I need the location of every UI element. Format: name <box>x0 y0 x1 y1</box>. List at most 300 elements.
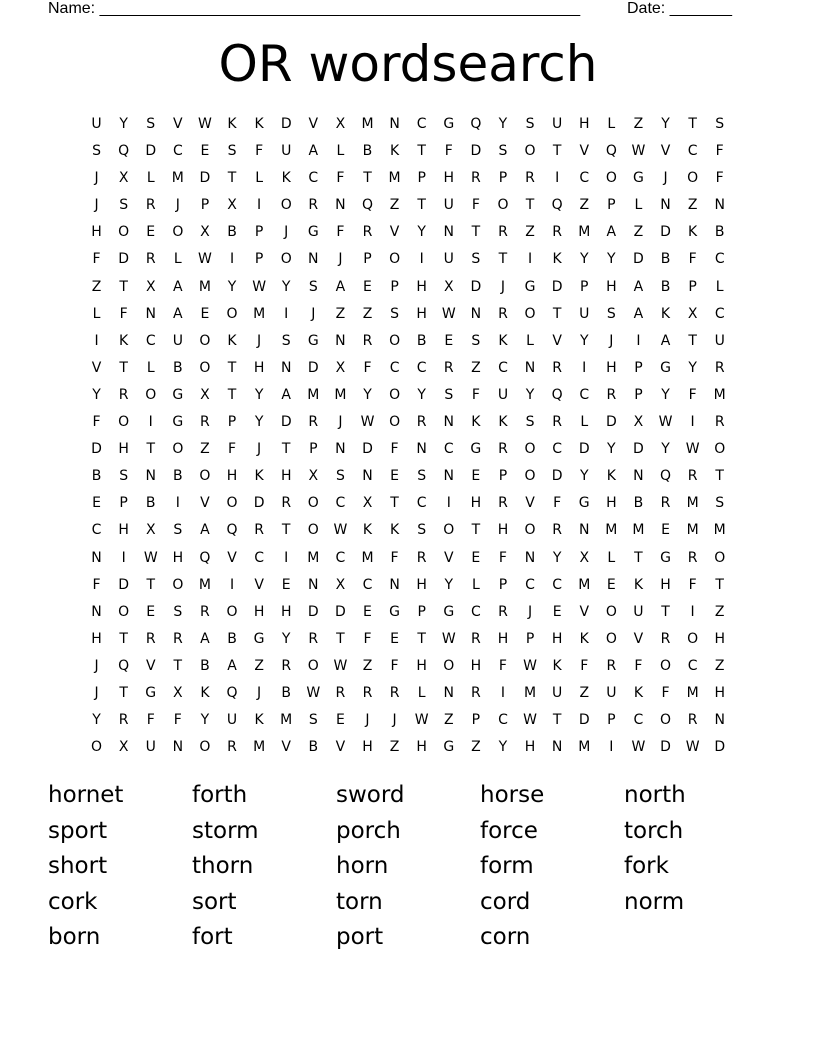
grid-letter: I <box>284 549 289 566</box>
grid-letter: Y <box>417 224 426 241</box>
grid-letter: D <box>660 739 671 756</box>
grid-letter: B <box>173 359 183 376</box>
grid-letter: F <box>390 657 399 674</box>
grid-letter: F <box>498 657 507 674</box>
grid-row <box>83 626 733 653</box>
grid-letter: W <box>523 657 537 674</box>
grid-letter: G <box>632 170 644 187</box>
grid-letter: R <box>552 414 562 431</box>
grid-letter: C <box>579 386 590 403</box>
grid-letter: R <box>498 603 508 620</box>
grid-letter: T <box>715 468 724 485</box>
grid-letter: W <box>441 630 456 647</box>
grid-letter: Y <box>417 386 426 403</box>
grid-letter: O <box>389 332 401 349</box>
grid-letter: Y <box>444 576 454 593</box>
grid-letter: I <box>94 332 99 349</box>
grid-letter: G <box>660 549 671 566</box>
grid-letter: Y <box>119 116 128 132</box>
grid-letter: Z <box>633 224 644 241</box>
grid-letter: F <box>471 386 480 403</box>
word-list-item: torn <box>336 888 383 915</box>
grid-letter: K <box>633 576 644 593</box>
header-fields <box>48 0 768 20</box>
grid-letter: R <box>470 170 481 187</box>
grid-letter: O <box>660 657 672 674</box>
grid-letter: Y <box>92 386 101 403</box>
grid-letter: T <box>417 197 426 214</box>
grid-letter: K <box>498 414 508 431</box>
grid-letter: C <box>145 332 156 349</box>
grid-letter: Y <box>661 441 670 458</box>
grid-letter: W <box>658 414 673 431</box>
grid-letter: T <box>281 441 291 458</box>
grid-letter: Y <box>254 386 264 403</box>
grid-letter: H <box>470 495 482 512</box>
grid-letter: H <box>416 278 427 295</box>
grid-letter: W <box>523 712 537 729</box>
grid-letter: N <box>145 468 156 485</box>
grid-letter: K <box>471 414 481 431</box>
grid-letter: Y <box>579 468 589 485</box>
grid-letter: P <box>254 224 264 241</box>
grid-letter: C <box>416 116 427 132</box>
grid-letter: A <box>281 386 291 403</box>
grid-letter: Z <box>91 278 102 295</box>
grid-letter: O <box>714 441 726 458</box>
grid-letter: P <box>200 197 210 214</box>
grid-letter: Q <box>660 468 672 485</box>
grid-letter: J <box>609 332 614 349</box>
grid-letter: O <box>280 251 292 268</box>
grid-letter: O <box>687 630 699 647</box>
grid-letter: O <box>199 739 211 756</box>
grid-letter: O <box>307 657 319 674</box>
grid-letter: D <box>551 278 563 295</box>
grid-letter: C <box>525 576 535 593</box>
grid-letter: F <box>92 576 101 593</box>
grid-letter: H <box>470 657 482 674</box>
grid-letter: C <box>172 143 183 160</box>
grid-letter: K <box>552 657 562 674</box>
grid-letter: K <box>281 170 291 187</box>
grid-letter: Z <box>362 657 373 674</box>
grid-letter: S <box>227 143 237 160</box>
grid-letter: Y <box>607 251 616 268</box>
word-list-item: port <box>336 924 384 951</box>
grid-letter: R <box>335 684 346 701</box>
grid-letter: M <box>361 549 374 566</box>
grid-letter: X <box>200 224 210 241</box>
grid-letter: Y <box>254 414 264 431</box>
grid-letter: Z <box>362 305 373 322</box>
grid-letter: E <box>281 576 291 593</box>
grid-letter: R <box>660 630 671 647</box>
grid-letter: N <box>443 684 454 701</box>
grid-letter: N <box>633 468 644 485</box>
grid-letter: H <box>606 495 617 512</box>
grid-letter: N <box>335 332 346 349</box>
grid-letter: F <box>580 657 589 674</box>
grid-letter: D <box>633 441 644 458</box>
grid-letter: N <box>443 468 454 485</box>
grid-letter: Z <box>633 116 644 132</box>
grid-letter: B <box>660 278 671 295</box>
grid-letter: O <box>307 522 319 539</box>
grid-letter: T <box>227 170 237 187</box>
grid-letter: W <box>685 739 700 756</box>
grid-letter: H <box>578 116 590 132</box>
grid-letter: V <box>579 143 590 160</box>
grid-letter: G <box>443 739 455 756</box>
grid-letter: W <box>306 684 321 701</box>
grid-letter: B <box>145 495 156 512</box>
grid-letter: M <box>686 495 699 512</box>
grid-letter: F <box>688 386 697 403</box>
grid-row <box>83 246 733 273</box>
grid-letter: C <box>687 143 698 160</box>
grid-letter: R <box>660 495 671 512</box>
grid-letter: K <box>254 116 264 132</box>
grid-letter: R <box>227 739 237 756</box>
grid-letter: H <box>118 441 129 458</box>
grid-row <box>83 490 733 517</box>
grid-letter: R <box>200 603 210 620</box>
grid-letter: B <box>91 468 102 485</box>
grid-letter: P <box>498 576 508 593</box>
grid-letter: Y <box>661 386 670 403</box>
word-column <box>480 778 624 956</box>
grid-letter: W <box>198 251 212 268</box>
grid-letter: T <box>119 359 128 376</box>
grid-letter: D <box>335 603 346 620</box>
grid-letter: W <box>252 278 267 295</box>
grid-letter: D <box>714 739 726 756</box>
grid-letter: I <box>284 305 289 322</box>
grid-letter: P <box>607 197 616 214</box>
grid-letter: B <box>200 657 210 674</box>
grid-letter: O <box>172 441 184 458</box>
grid-letter: N <box>280 359 292 376</box>
grid-letter: F <box>688 251 697 268</box>
grid-letter: R <box>416 549 427 566</box>
grid-row <box>83 734 733 761</box>
grid-letter: N <box>578 522 590 539</box>
grid-letter: R <box>714 414 725 431</box>
grid-letter: O <box>687 170 699 187</box>
grid-letter: X <box>362 495 373 512</box>
word-column <box>336 778 480 956</box>
grid-letter: K <box>552 251 562 268</box>
grid-letter: I <box>229 251 235 268</box>
grid-letter: A <box>633 278 644 295</box>
grid-letter: S <box>525 116 535 132</box>
grid-letter: C <box>335 549 346 566</box>
grid-letter: A <box>200 630 210 647</box>
grid-letter: Q <box>118 657 130 674</box>
grid-letter: S <box>308 278 318 295</box>
grid-letter: J <box>338 414 343 431</box>
word-column <box>624 778 768 956</box>
word-list-item: sword <box>336 782 405 808</box>
grid-letter: F <box>363 359 372 376</box>
grid-letter: I <box>555 170 560 187</box>
grid-letter: R <box>606 386 617 403</box>
grid-letter: I <box>121 549 126 566</box>
grid-letter: M <box>524 684 537 701</box>
grid-letter: M <box>307 386 320 403</box>
grid-row <box>83 707 733 734</box>
grid-letter: K <box>579 630 589 647</box>
grid-letter: T <box>525 197 535 214</box>
grid-letter: G <box>389 603 400 620</box>
grid-letter: H <box>118 522 129 539</box>
grid-letter: D <box>280 414 292 431</box>
grid-letter: N <box>308 251 319 268</box>
grid-letter: P <box>498 170 508 187</box>
grid-letter: H <box>660 576 671 593</box>
grid-letter: W <box>441 305 456 322</box>
grid-letter: J <box>500 278 506 295</box>
grid-letter: T <box>119 278 128 295</box>
grid-letter: R <box>145 630 156 647</box>
grid-letter: O <box>714 549 726 566</box>
grid-letter: I <box>636 332 641 349</box>
grid-letter: S <box>173 522 183 539</box>
grid-letter: H <box>606 278 617 295</box>
grid-letter: F <box>390 441 399 458</box>
grid-letter: W <box>198 116 212 132</box>
grid-letter: K <box>606 468 616 485</box>
grid-row <box>83 680 733 707</box>
grid-letter: X <box>308 468 319 485</box>
grid-letter: L <box>634 197 643 214</box>
grid-letter: C <box>389 359 400 376</box>
grid-letter: Q <box>605 143 617 160</box>
grid-letter: L <box>607 116 616 132</box>
grid-letter: P <box>227 414 237 431</box>
grid-letter: B <box>362 143 373 160</box>
grid-letter: K <box>498 332 508 349</box>
grid-letter: U <box>172 332 183 349</box>
grid-letter: O <box>389 414 401 431</box>
grid-letter: O <box>280 197 292 214</box>
grid-letter: Z <box>389 739 400 756</box>
grid-letter: K <box>254 712 264 729</box>
grid-letter: T <box>417 143 426 160</box>
word-list-item: horse <box>480 782 545 808</box>
grid-letter: C <box>714 251 725 268</box>
grid-letter: U <box>579 305 590 322</box>
name-field-label: Name: ______________________________________________________ <box>48 0 581 17</box>
grid-letter: V <box>525 495 535 512</box>
grid-row <box>83 409 733 436</box>
grid-letter: N <box>470 305 482 322</box>
grid-letter: T <box>688 332 697 349</box>
grid-letter: O <box>389 251 401 268</box>
grid-letter: G <box>172 386 184 403</box>
word-list-item: short <box>48 853 108 880</box>
grid-letter: M <box>198 576 211 593</box>
grid-letter: V <box>579 603 590 620</box>
grid-letter: R <box>443 359 454 376</box>
grid-letter: D <box>253 495 265 512</box>
grid-letter: X <box>335 576 346 593</box>
grid-letter: N <box>145 305 156 322</box>
grid-letter: N <box>714 712 725 729</box>
grid-letter: O <box>524 522 536 539</box>
grid-letter: D <box>362 441 373 458</box>
grid-letter: U <box>633 603 644 620</box>
grid-letter: F <box>471 197 480 214</box>
grid-letter: E <box>552 603 562 620</box>
grid-letter: V <box>308 116 319 132</box>
grid-letter: C <box>633 712 644 729</box>
word-list-item: thorn <box>192 853 254 880</box>
grid-letter: R <box>145 197 156 214</box>
grid-letter: P <box>363 251 372 268</box>
grid-letter: L <box>580 414 589 431</box>
grid-letter: A <box>335 278 346 295</box>
grid-letter: J <box>257 332 262 349</box>
grid-letter: T <box>471 522 481 539</box>
grid-letter: D <box>605 414 617 431</box>
grid-letter: R <box>525 170 535 187</box>
grid-letter: H <box>91 630 102 647</box>
grid-letter: V <box>633 630 644 647</box>
grid-letter: G <box>660 359 671 376</box>
grid-letter: P <box>634 359 643 376</box>
grid-letter: M <box>307 549 320 566</box>
grid-letter: F <box>498 549 507 566</box>
grid-letter: Z <box>443 712 454 729</box>
grid-letter: V <box>91 359 102 376</box>
grid-letter: L <box>336 143 345 160</box>
grid-letter: G <box>307 332 319 349</box>
grid-letter: T <box>119 630 128 647</box>
grid-letter: M <box>198 278 211 295</box>
grid-letter: Q <box>226 684 238 701</box>
grid-letter: R <box>362 332 373 349</box>
grid-letter: V <box>552 332 562 349</box>
grid-letter: H <box>551 630 563 647</box>
grid-letter: O <box>443 522 455 539</box>
grid-letter: Y <box>498 739 508 756</box>
grid-letter: X <box>687 305 698 322</box>
grid-letter: Y <box>200 712 210 729</box>
grid-letter: W <box>360 414 375 431</box>
grid-letter: R <box>552 359 562 376</box>
grid-letter: F <box>715 170 724 187</box>
grid-letter: M <box>713 386 726 403</box>
grid-letter: U <box>606 684 617 701</box>
grid-letter: D <box>307 359 319 376</box>
grid-row <box>83 382 733 409</box>
grid-letter: Z <box>471 739 481 756</box>
grid-letter: C <box>416 495 427 512</box>
grid-letter: E <box>363 278 372 295</box>
grid-letter: O <box>199 332 211 349</box>
grid-letter: Y <box>579 332 589 349</box>
grid-letter: R <box>118 712 129 729</box>
grid-letter: N <box>389 576 400 593</box>
grid-letter: J <box>94 684 99 701</box>
grid-letter: O <box>226 603 238 620</box>
grid-letter: C <box>552 576 563 593</box>
grid-letter: H <box>443 170 455 187</box>
grid-letter: E <box>661 522 670 539</box>
grid-letter: P <box>607 712 616 729</box>
word-list-item: norm <box>624 888 685 915</box>
grid-letter: A <box>173 305 183 322</box>
word-list-item: torch <box>624 817 684 844</box>
grid-letter: P <box>119 495 128 512</box>
grid-letter: J <box>257 441 262 458</box>
grid-row <box>83 274 733 301</box>
word-list-item: hornet <box>48 782 124 808</box>
grid-letter: T <box>471 224 481 241</box>
grid-letter: Y <box>363 386 372 403</box>
grid-letter: E <box>146 224 156 241</box>
grid-letter: M <box>171 170 184 187</box>
grid-letter: M <box>713 522 726 539</box>
grid-letter: D <box>307 603 319 620</box>
grid-letter: D <box>578 712 590 729</box>
grid-letter: U <box>552 684 563 701</box>
grid-letter: O <box>524 468 536 485</box>
grid-letter: I <box>229 576 235 593</box>
grid-row <box>83 301 733 328</box>
grid-letter: R <box>200 414 210 431</box>
grid-letter: U <box>714 332 725 349</box>
grid-letter: T <box>363 170 372 187</box>
grid-letter: W <box>143 549 158 566</box>
grid-letter: M <box>578 224 591 241</box>
grid-letter: X <box>335 359 346 376</box>
grid-letter: K <box>227 332 237 349</box>
grid-letter: S <box>417 468 427 485</box>
grid-letter: C <box>714 305 725 322</box>
grid-row <box>83 436 733 463</box>
grid-letter: R <box>552 522 562 539</box>
grid-letter: H <box>416 657 427 674</box>
grid-letter: T <box>146 441 156 458</box>
grid-letter: E <box>363 603 372 620</box>
grid-letter: X <box>173 684 183 701</box>
grid-letter: R <box>498 224 508 241</box>
grid-letter: O <box>443 657 455 674</box>
grid-letter: J <box>94 170 99 187</box>
grid-letter: I <box>582 359 587 376</box>
grid-letter: D <box>280 116 292 132</box>
grid-letter: J <box>311 305 316 322</box>
grid-letter: R <box>470 630 481 647</box>
grid-letter: I <box>527 251 533 268</box>
grid-letter: M <box>280 712 293 729</box>
grid-letter: O <box>172 224 184 241</box>
grid-row <box>83 192 733 219</box>
grid-letter: V <box>145 657 156 674</box>
grid-letter: T <box>146 576 156 593</box>
grid-letter: E <box>200 305 210 322</box>
grid-letter: D <box>118 576 130 593</box>
grid-letter: R <box>362 684 373 701</box>
grid-letter: L <box>173 251 182 268</box>
grid-letter: D <box>660 224 671 241</box>
word-list-item: forth <box>192 782 248 808</box>
grid-letter: X <box>200 386 210 403</box>
grid-letter: S <box>444 386 454 403</box>
